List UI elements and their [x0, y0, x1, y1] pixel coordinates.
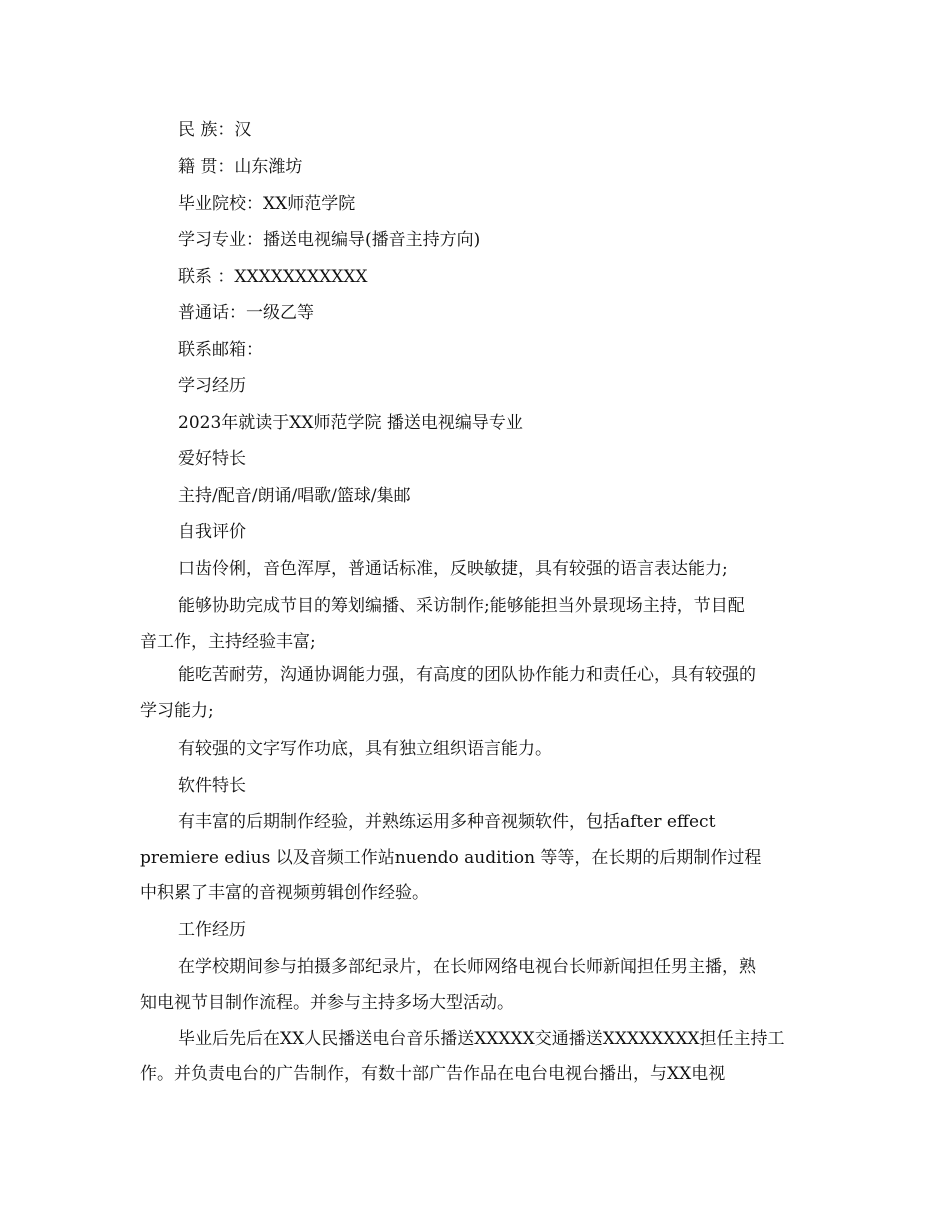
mandarin-line: 普通话：一级乙等	[178, 303, 314, 323]
email-line: 联系邮箱：	[178, 340, 263, 360]
software-text: 有丰富的后期制作经验，并熟练运用多种音视频软件，包括after effect	[178, 812, 716, 832]
education-heading: 学习经历	[178, 376, 246, 396]
work-text: 毕业后先后在XX人民播送电台音乐播送XXXXX交通播送XXXXXXXX担任主持工	[178, 1029, 785, 1049]
software-text: 中积累了丰富的音视频剪辑创作经验。	[140, 883, 429, 903]
school-line: 毕业院校：XX师范学院	[178, 194, 356, 214]
hobbies-text: 主持/配音/朗诵/唱歌/篮球/集邮	[178, 486, 411, 506]
contact-line: 联系 ：XXXXXXXXXXX	[178, 267, 368, 287]
education-text: 2023年就读于XX师范学院 播送电视编导专业	[178, 413, 523, 433]
hobbies-heading: 爱好特长	[178, 449, 246, 469]
software-heading: 软件特长	[178, 776, 246, 796]
work-heading: 工作经历	[178, 920, 246, 940]
self-evaluation-heading: 自我评价	[178, 522, 246, 542]
hometown-line: 籍 贯：山东潍坊	[178, 157, 303, 177]
self-evaluation-text: 口齿伶俐，音色浑厚，普通话标准，反映敏捷，具有较强的语言表达能力;	[178, 559, 728, 579]
self-evaluation-text: 音工作，主持经验丰富;	[140, 632, 316, 652]
work-text: 在学校期间参与拍摄多部纪录片，在长师网络电视台长师新闻担任男主播，熟	[178, 957, 756, 977]
self-evaluation-text: 能够协助完成节目的筹划编播、采访制作;能够能担当外景现场主持，节目配	[178, 596, 745, 616]
software-text: premiere edius 以及音频工作站nuendo audition 等等，在长期的后期制作过程	[140, 848, 762, 868]
self-evaluation-text: 能吃苦耐劳，沟通协调能力强，有高度的团队协作能力和责任心，具有较强的	[178, 665, 756, 685]
work-text: 知电视节目制作流程。并参与主持多场大型活动。	[140, 993, 514, 1013]
self-evaluation-text: 学习能力;	[140, 701, 214, 721]
work-text: 作。并负责电台的广告制作，有数十部广告作品在电台电视台播出，与XX电视	[140, 1064, 726, 1084]
ethnicity-line: 民 族：汉	[178, 120, 252, 140]
self-evaluation-text: 有较强的文字写作功底，具有独立组织语言能力。	[178, 739, 552, 759]
major-line: 学习专业：播送电视编导(播音主持方向)	[178, 230, 481, 250]
